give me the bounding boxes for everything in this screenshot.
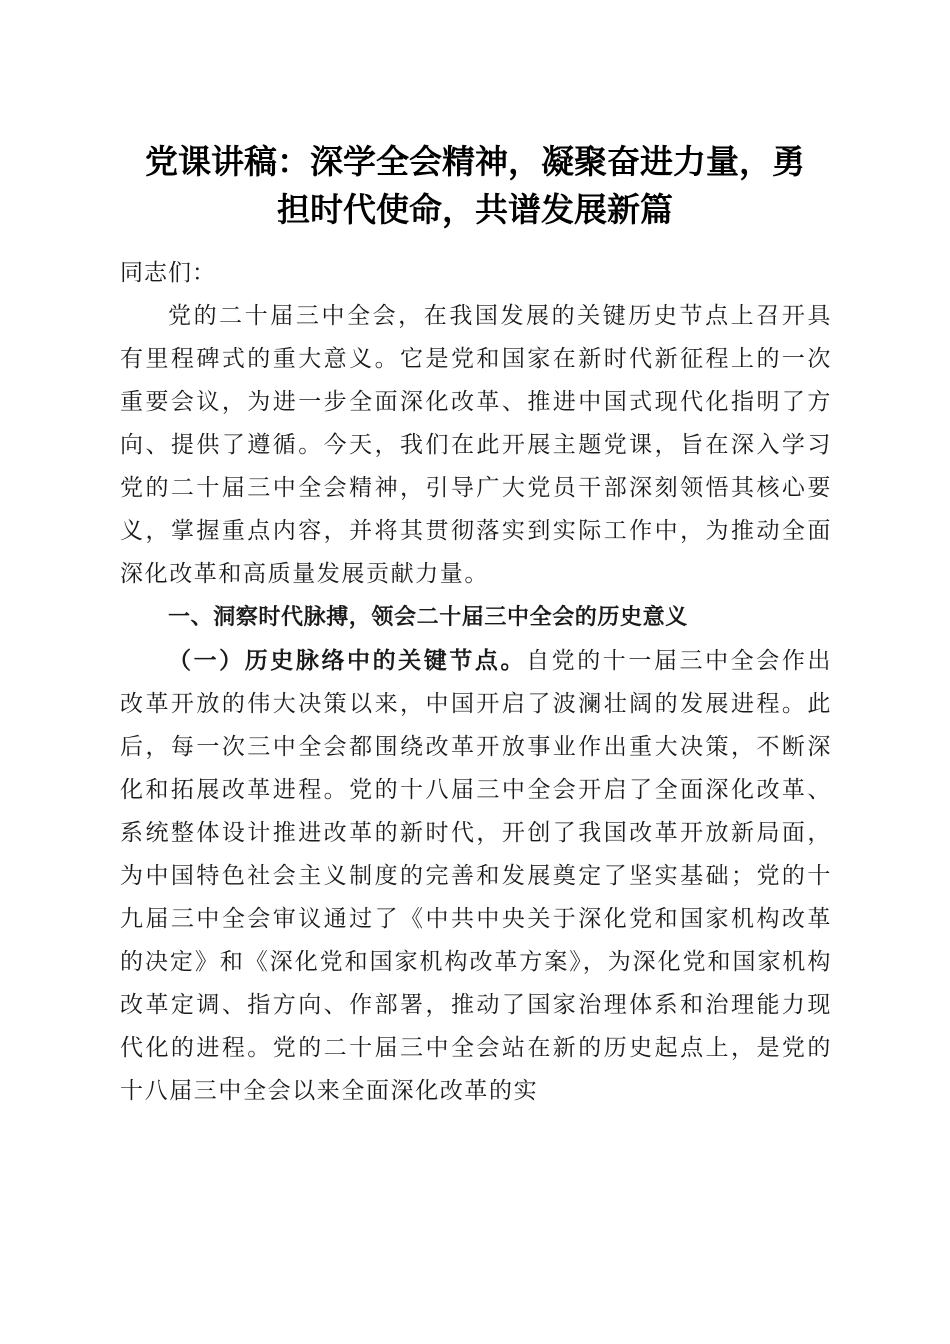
section-1-heading: 一、洞察时代脉搏，领会二十届三中全会的历史意义 <box>168 605 688 630</box>
subsection-1-text: 自党的十一届三中全会作出改革开放的伟大决策以来，中国开启了波澜壮阔的发展进程。此后，每一次三中全会都围绕改革开放事业作出重大决策，不断深化和拓展改革进程。党的十八届三中全会开启了全面深化改革、系统整体设计推进改革的新时代，开创了我国改革开放新局面，为中国特色社会主义制度的完善和发展奠定了坚实基础；党的十九届三中全会审议通过了《中共中央关于深化党和国家机构改革的决定》和《深化党和国家机构改革方案》，为深化党和国家机构改革定调、指方向、作部署，推动了国家治理体系和治理能力现代化的进程。党的二十届三中全会站在新的历史起点上，是党的十八届三中全会以来全面深化改革的实 <box>120 648 832 1104</box>
subsection-1-heading: （一）历史脉络中的关键节点。 <box>168 647 527 674</box>
title-line-1: 党课讲稿：深学全会精神，凝聚奋进力量，勇 <box>145 142 805 181</box>
greeting: 同志们： <box>120 260 216 286</box>
document-body <box>120 252 832 1113</box>
title-line-2: 担时代使命，共谱发展新篇 <box>277 190 673 229</box>
intro-paragraph: 党的二十届三中全会，在我国发展的关键历史节点上召开具有里程碑式的重大意义。它是党和国家在新时代新征程上的一次重要会议，为进一步全面深化改革、推进中国式现代化指明了方向、提供了遵循。今天，我们在此开展主题党课，旨在深入学习党的二十届三中全会精神，引导广大党员干部深刻领悟其核心要义，掌握重点内容，并将其贯彻落实到实际工作中，为推动全面深化改革和高质量发展贡献力量。 <box>120 303 832 587</box>
document-title <box>100 138 850 234</box>
subsection-1-paragraph <box>120 639 832 1113</box>
